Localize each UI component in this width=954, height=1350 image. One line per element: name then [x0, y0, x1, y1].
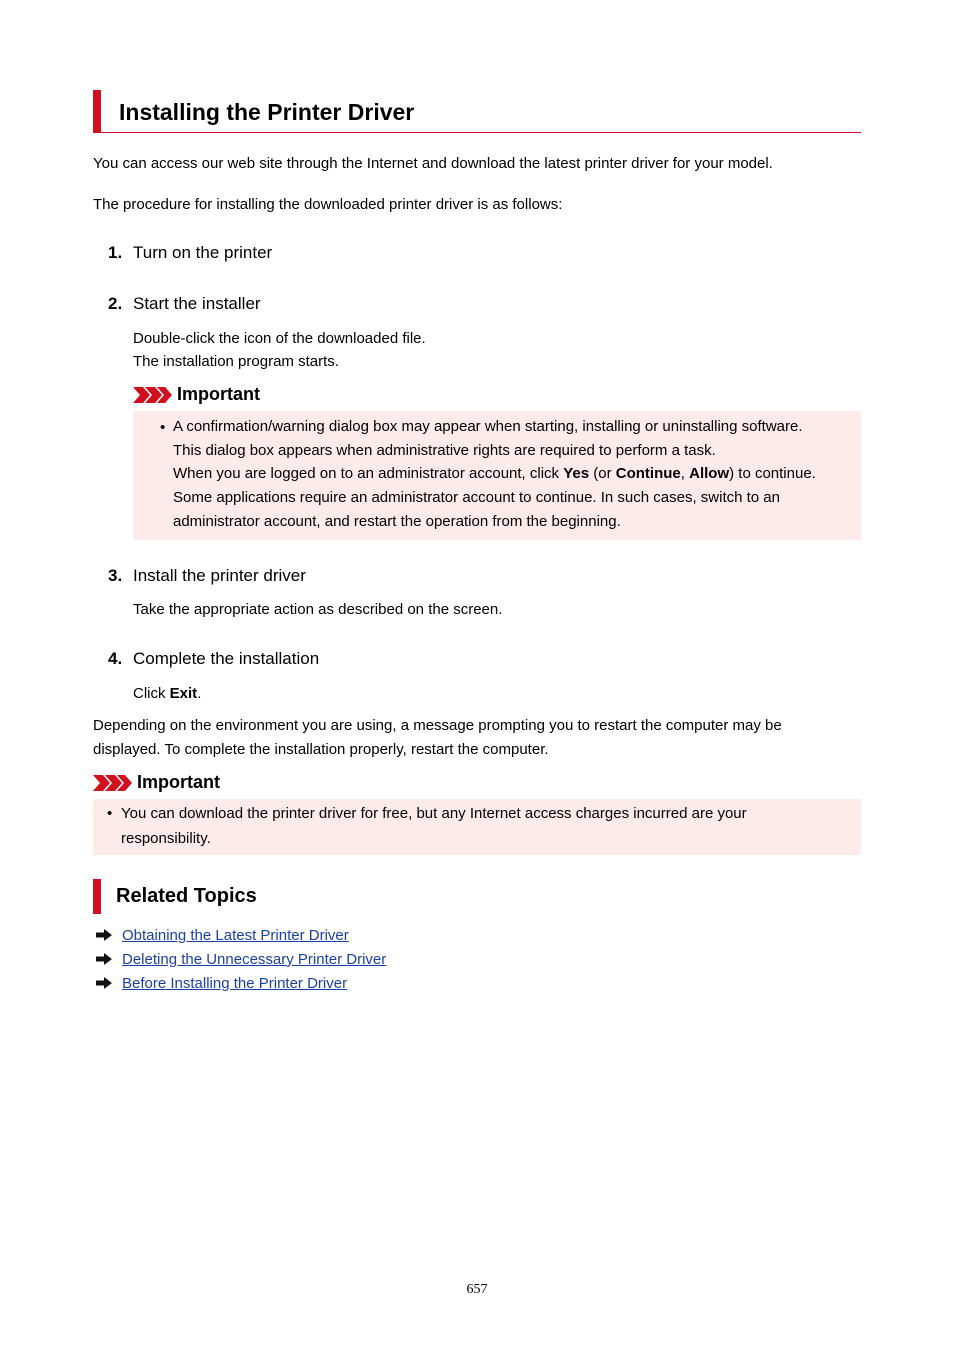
important-line: responsibility.	[121, 830, 211, 847]
step-1-label: Turn on the printer	[133, 243, 273, 262]
step-1-number: 1.	[108, 243, 123, 262]
important-line: This dialog box appears when administrative rights are required to perform a task.	[173, 441, 716, 459]
yes-term: Yes	[563, 465, 590, 483]
important-heading-2	[93, 772, 220, 793]
step-4-number: 4.	[108, 649, 123, 668]
important-line	[173, 462, 857, 486]
text-span: Click	[133, 685, 170, 702]
page-title-block	[93, 90, 861, 133]
exit-term: Exit	[169, 685, 198, 702]
bullet: •	[160, 419, 166, 436]
intro-paragraph-1: You can access our web site through the Internet and download the latest printer driver for your model.	[93, 155, 773, 172]
important-chevrons-icon	[133, 386, 173, 404]
link-before-installing-driver[interactable]: Before Installing the Printer Driver	[122, 974, 348, 992]
page-number: 657	[466, 1282, 488, 1297]
important-heading-1	[133, 384, 260, 405]
step-2-label: Start the installer	[133, 294, 261, 313]
restart-paragraph-line-2: displayed. To complete the installation properly, restart the computer.	[93, 741, 549, 758]
title-accent-bar	[93, 90, 101, 133]
text-span: (or	[589, 465, 616, 483]
step-3-label: Install the printer driver	[133, 566, 306, 585]
related-link-row	[96, 948, 386, 970]
restart-paragraph-line-1: Depending on the environment you are using, a message prompting you to restart the computer may be	[93, 717, 782, 734]
step-2-number: 2.	[108, 294, 123, 313]
important-line: A confirmation/warning dialog box may appear when starting, installing or uninstalling software.	[173, 418, 803, 435]
text-span: When you are logged on to an administrator account, click	[173, 465, 564, 483]
important-box-1	[133, 411, 861, 540]
text-span: ) to continue.	[729, 465, 816, 483]
link-obtaining-latest-driver[interactable]: Obtaining the Latest Printer Driver	[122, 926, 349, 944]
related-link-row	[96, 972, 347, 994]
continue-term: Continue	[615, 465, 681, 483]
page-title: Installing the Printer Driver	[119, 99, 415, 125]
important-text-1	[173, 415, 857, 534]
related-topics-title: Related Topics	[116, 885, 257, 907]
important-line: You can download the printer driver for free, but any Internet access charges incurred are your	[121, 805, 747, 822]
intro-paragraph-2: The procedure for installing the downloaded printer driver is as follows:	[93, 196, 563, 213]
text-span: ,	[680, 465, 690, 483]
step-4-detail	[133, 682, 201, 705]
right-arrow-icon	[96, 953, 112, 965]
important-label: Important	[177, 384, 260, 404]
heading-accent-bar	[93, 879, 101, 914]
important-box-2	[93, 799, 861, 855]
important-line: Some applications require an administrator account to continue. In such cases, switch to an	[173, 489, 780, 507]
step-3-detail: Take the appropriate action as described on the screen.	[133, 601, 503, 618]
text-span: .	[197, 685, 202, 702]
important-text-2	[121, 801, 851, 851]
bullet: •	[107, 805, 113, 822]
right-arrow-icon	[96, 977, 112, 989]
step-2-detail-1: Double-click the icon of the downloaded file.	[133, 330, 426, 347]
important-line: administrator account, and restart the operation from the beginning.	[173, 512, 621, 530]
related-link-row	[96, 924, 349, 946]
step-2-detail-2: The installation program starts.	[133, 353, 339, 370]
step-3-number: 3.	[108, 566, 123, 585]
step-4-label: Complete the installation	[133, 649, 320, 668]
related-topics-heading	[93, 879, 493, 914]
link-deleting-unnecessary-driver[interactable]: Deleting the Unnecessary Printer Driver	[122, 950, 387, 968]
important-chevrons-icon	[93, 774, 133, 792]
important-label: Important	[137, 772, 220, 792]
allow-term: Allow	[689, 465, 730, 483]
right-arrow-icon	[96, 929, 112, 941]
